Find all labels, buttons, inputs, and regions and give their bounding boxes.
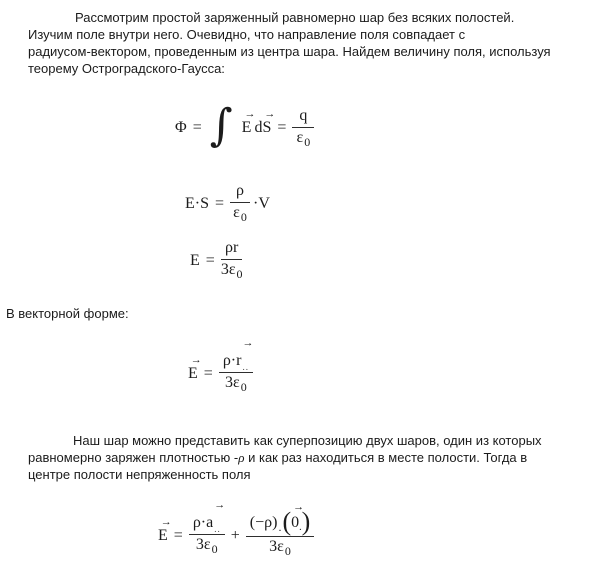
symbol-dS: dS <box>254 119 272 136</box>
text-line: Рассмотрим простой заряженный равномерно шар без всяких полостей. <box>75 10 515 25</box>
equals-sign: = <box>277 119 287 136</box>
arrow-icon: → <box>242 337 253 349</box>
fraction-term2 <box>246 501 315 559</box>
formula-cavity <box>158 499 314 559</box>
denominator <box>233 203 247 225</box>
lhs: E·S <box>185 194 209 212</box>
rho-symbol: ρ <box>238 450 245 465</box>
subscript-zero: 0 <box>240 380 247 394</box>
symbol-E: E <box>190 251 200 269</box>
rho-times: ρ· <box>222 352 237 369</box>
text-line: Наш шар можно представить как суперпозицию двух шаров, один из которых <box>73 433 542 448</box>
denominator-main: 3ε <box>225 374 240 391</box>
subscript-zero: 0 <box>240 210 247 224</box>
arrow-icon: → <box>244 108 255 120</box>
epsilon-symbol: ε <box>296 128 304 146</box>
placeholder-dots: .. <box>242 362 249 372</box>
formula-field-inside <box>190 239 243 282</box>
symbol-zero: 0 <box>291 514 300 531</box>
text-line <box>28 449 542 466</box>
equals-sign: = <box>173 526 183 544</box>
fraction <box>292 107 314 150</box>
numerator <box>219 337 253 373</box>
denominator <box>269 537 291 559</box>
subscript-zero: 0 <box>211 542 218 556</box>
symbol-r: r <box>236 352 242 369</box>
subscript-zero: 0 <box>284 544 291 558</box>
text-segment: и как раз находиться в месте полости. Тогда в <box>244 450 528 465</box>
symbol-a: a <box>206 514 214 531</box>
numerator: ρ <box>230 182 250 203</box>
numerator-row <box>192 499 225 534</box>
arrow-icon: → <box>190 353 201 366</box>
symbol-E: E <box>241 119 252 136</box>
vector-a <box>206 499 225 532</box>
text-line: Изучим поле внутри него. Очевидно, что направление поля совпадает с <box>28 27 466 42</box>
denominator <box>196 535 218 557</box>
placeholder-dot: . <box>299 522 302 533</box>
fraction-term1 <box>189 499 225 557</box>
numerator <box>189 499 225 535</box>
arrow-icon: → <box>214 499 225 511</box>
integral-sign: ∫ <box>209 100 233 151</box>
symbol-E: E <box>188 364 198 382</box>
arrow-icon: → <box>160 515 171 528</box>
neg-rho-factor: (−ρ) <box>249 514 278 531</box>
arrow-icon: → <box>293 501 304 513</box>
text-line: теорему Остроградского-Гаусса: <box>28 61 225 76</box>
plus-sign: + <box>230 526 240 544</box>
denominator <box>297 128 311 150</box>
numerator-row <box>249 501 311 536</box>
denominator <box>221 260 243 282</box>
vector-E <box>241 108 255 137</box>
formula-gauss <box>185 182 270 225</box>
formula-flux <box>175 100 314 151</box>
symbol-E: E <box>158 526 168 544</box>
text-line: радиусом-вектором, проведенным из центра шара. Найдем величину поля, используя <box>28 44 551 59</box>
denominator <box>225 373 247 395</box>
paragraph-intro <box>28 9 551 77</box>
numerator: ρr <box>221 239 242 260</box>
vector-E <box>188 353 201 383</box>
open-paren: ( <box>282 507 292 536</box>
denominator-main: 3ε <box>269 538 284 555</box>
fraction <box>219 337 253 395</box>
denominator-main: 3ε <box>195 536 211 553</box>
vector-E <box>158 515 171 545</box>
subscript-zero: 0 <box>304 134 311 149</box>
placeholder-dots: .. <box>214 524 221 534</box>
rho-times: ρ· <box>192 514 207 531</box>
equals-sign: = <box>215 194 225 212</box>
vector-r <box>236 337 253 370</box>
equals-sign: = <box>205 251 215 269</box>
equals-sign: = <box>203 364 213 382</box>
equals-sign: = <box>192 119 202 136</box>
numerator: q <box>292 107 314 128</box>
fraction <box>221 239 243 282</box>
vector-zero <box>291 501 304 532</box>
formula-vector-form <box>188 337 253 395</box>
multiplication-dot: . <box>278 520 282 534</box>
numerator-row <box>222 337 253 372</box>
vector-dS <box>254 108 275 137</box>
times-V: ·V <box>253 194 270 212</box>
text-line: центре полости непряженность поля <box>28 467 251 482</box>
paragraph-superposition <box>28 432 542 483</box>
subscript-zero: 0 <box>236 267 243 281</box>
numerator <box>246 501 315 537</box>
arrow-icon: → <box>264 108 275 120</box>
vector-form-label: В векторной форме: <box>6 306 129 321</box>
denominator-main: 3ε <box>220 261 236 278</box>
text-segment: равномерно заряжен плотностью - <box>28 450 239 465</box>
phi-symbol: Φ <box>175 119 187 136</box>
fraction <box>230 182 250 225</box>
epsilon-symbol: ε <box>233 204 240 221</box>
close-paren: ) <box>301 507 311 536</box>
